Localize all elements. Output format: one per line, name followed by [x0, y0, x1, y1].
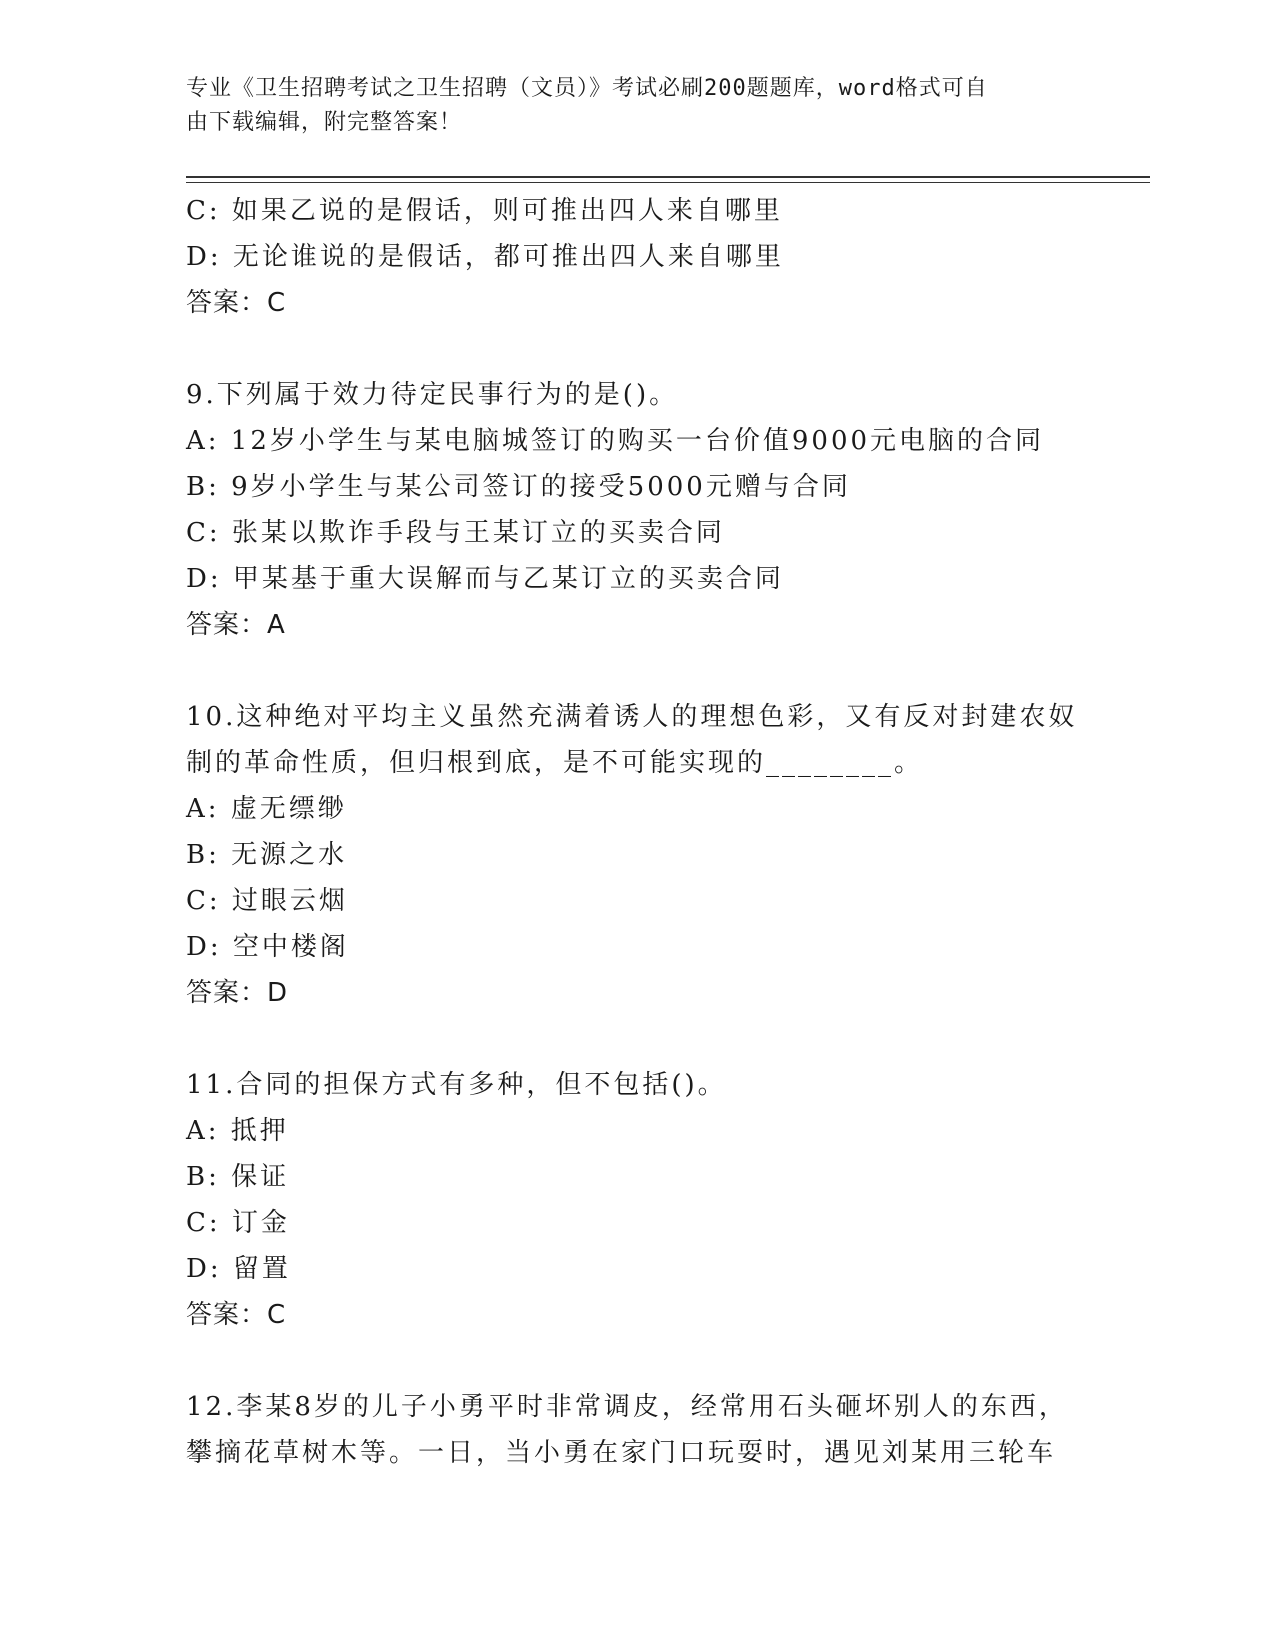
- option-c: C: 订金: [186, 1208, 290, 1238]
- question-text: 11.合同的担保方式有多种，但不包括()。: [186, 1070, 727, 1100]
- header-line-2: 由下载编辑，附完整答案！: [186, 110, 463, 135]
- question-block: [186, 694, 1086, 1016]
- option-a: A: 抵押: [186, 1116, 289, 1146]
- option-b: B: 保证: [186, 1162, 290, 1192]
- question-block: [186, 372, 1086, 648]
- spacer: [186, 1016, 1086, 1062]
- spacer: [186, 1338, 1086, 1384]
- header-divider-thin: [186, 182, 1150, 183]
- question-block: [186, 188, 1086, 326]
- question-text: 9.下列属于效力待定民事行为的是()。: [186, 380, 679, 410]
- answer: 答案：A: [186, 610, 286, 640]
- option-d: D: 留置: [186, 1254, 291, 1284]
- option-c: C: 过眼云烟: [186, 886, 348, 916]
- option-a: A: 虚无缥缈: [186, 794, 347, 824]
- option-d: D: 甲某基于重大误解而与乙某订立的买卖合同: [186, 564, 784, 594]
- option-c: C: 张某以欺诈手段与王某订立的买卖合同: [186, 518, 725, 548]
- option-b: B: 9岁小学生与某公司签订的接受5000元赠与合同: [186, 472, 851, 502]
- question-block: [186, 1062, 1086, 1338]
- question-text: 12.李某8岁的儿子小勇平时非常调皮，经常用石头砸坏别人的东西，: [186, 1392, 1068, 1422]
- option-c: C: 如果乙说的是假话，则可推出四人来自哪里: [186, 196, 783, 226]
- question-list: [186, 188, 1086, 1476]
- option-d: D: 无论谁说的是假话，都可推出四人来自哪里: [186, 242, 784, 272]
- answer: 答案：C: [186, 288, 287, 318]
- option-d: D: 空中楼阁: [186, 932, 349, 962]
- spacer: [186, 326, 1086, 372]
- question-text-continued: 攀摘花草树木等。一日，当小勇在家门口玩耍时，遇见刘某用三轮车: [186, 1438, 1057, 1468]
- header-divider: [186, 176, 1150, 178]
- question-text: 10.这种绝对平均主义虽然充满着诱人的理想色彩，又有反对封建农奴: [186, 702, 1078, 732]
- header-line-1: 专业《卫生招聘考试之卫生招聘（文员）》考试必刷200题题库，word格式可自: [186, 76, 988, 101]
- document-header: [186, 72, 1066, 140]
- spacer: [186, 648, 1086, 694]
- answer: 答案：D: [186, 978, 289, 1008]
- option-b: B: 无源之水: [186, 840, 348, 870]
- question-text-continued: 制的革命性质，但归根到底，是不可能实现的________。: [186, 748, 924, 778]
- question-block: [186, 1384, 1086, 1476]
- option-a: A: 12岁小学生与某电脑城签订的购买一台价值9000元电脑的合同: [186, 426, 1045, 456]
- answer: 答案：C: [186, 1300, 287, 1330]
